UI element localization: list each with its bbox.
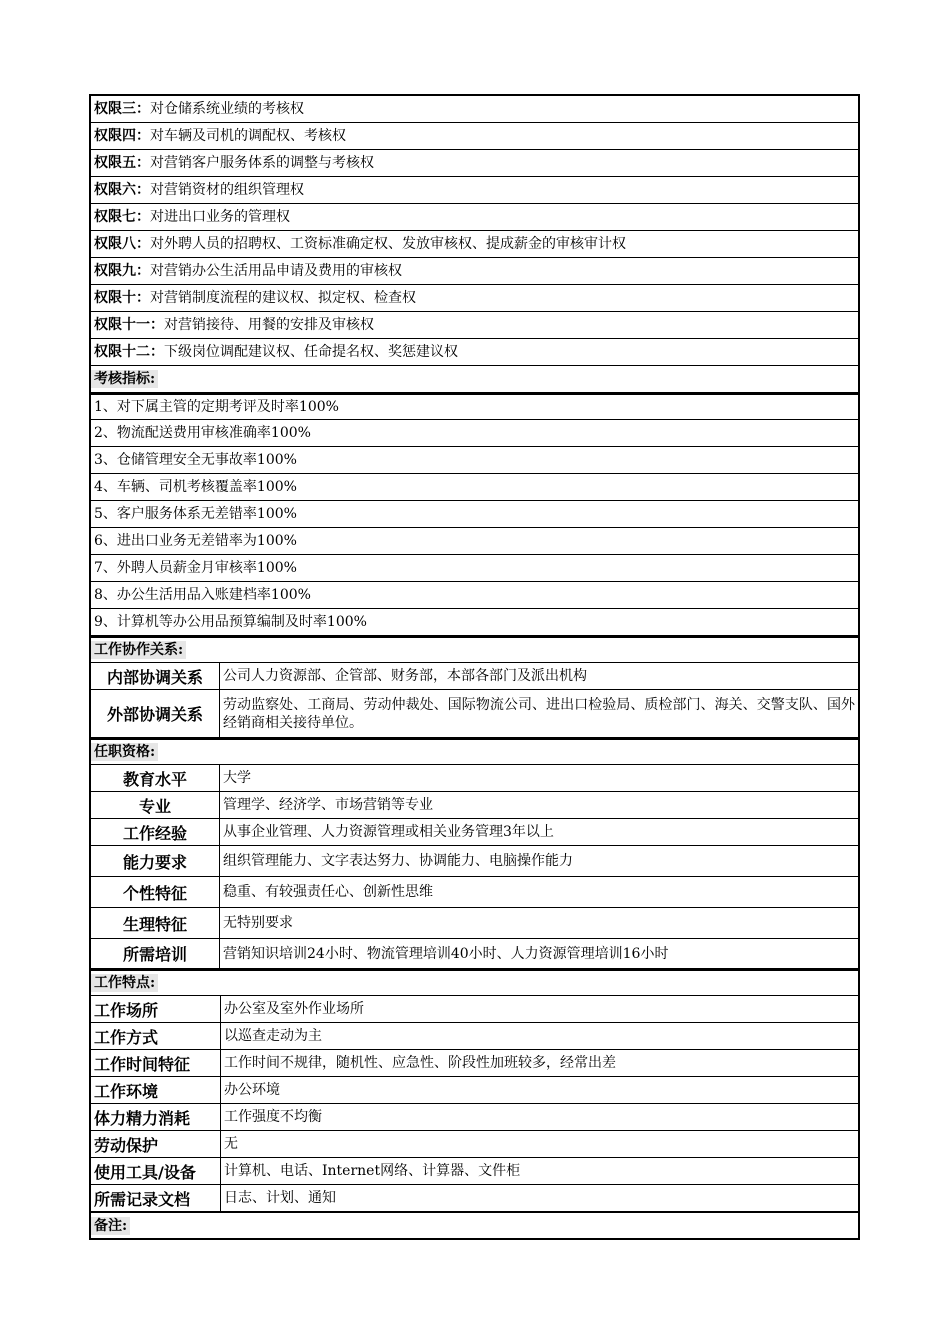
authority-text: 对外聘人员的招聘权、工资标准确定权、发放审核权、提成薪金的审核审计权: [150, 236, 626, 252]
remarks-row: [91, 1212, 858, 1238]
work-row: [91, 996, 858, 1023]
work-label: 工作场所: [91, 996, 221, 1022]
qualification-row: [91, 846, 858, 877]
relations-header: 工作协作关系:: [91, 641, 186, 659]
kpi-item: 4、车辆、司机考核覆盖率100%: [94, 479, 297, 495]
authority-row: [91, 285, 858, 312]
work-header-row: [91, 969, 858, 996]
work-label: 劳动保护: [91, 1131, 221, 1157]
authority-row: [91, 258, 858, 285]
work-label: 体力精力消耗: [91, 1104, 221, 1130]
work-row: [91, 1050, 858, 1077]
relation-label: 内部协调关系: [91, 663, 220, 689]
kpi-row: [91, 555, 858, 582]
kpi-row: [91, 582, 858, 609]
kpi-row: [91, 528, 858, 555]
work-label: 所需记录文档: [91, 1185, 221, 1211]
authority-text: 对车辆及司机的调配权、考核权: [150, 128, 346, 144]
qualification-row: [91, 939, 858, 969]
relation-text: 劳动监察处、工商局、劳动仲裁处、国际物流公司、进出口检验局、质检部门、海关、交警支队、国外经销商相关接待单位。: [223, 696, 855, 731]
work-text: 无: [224, 1136, 238, 1152]
kpi-row: [91, 474, 858, 501]
qualification-text: 组织管理能力、文字表达努力、协调能力、电脑操作能力: [223, 853, 573, 869]
kpi-item: 1、对下属主管的定期考评及时率100%: [94, 399, 339, 415]
qualification-row: [91, 765, 858, 792]
authority-label: 权限五：: [94, 155, 150, 171]
authority-row: [91, 177, 858, 204]
work-label: 工作环境: [91, 1077, 221, 1103]
authority-text: 对营销制度流程的建议权、拟定权、检查权: [150, 290, 416, 306]
qualification-row: [91, 877, 858, 908]
qualification-label: 个性特征: [91, 877, 220, 907]
work-text: 工作强度不均衡: [224, 1109, 322, 1125]
work-label: 工作方式: [91, 1023, 221, 1049]
work-row: [91, 1185, 858, 1212]
work-row: [91, 1104, 858, 1131]
kpi-item: 8、办公生活用品入账建档率100%: [94, 587, 311, 603]
job-description-table: [89, 94, 860, 1240]
authority-text: 对营销资材的组织管理权: [150, 182, 304, 198]
authority-text: 对进出口业务的管理权: [150, 209, 290, 225]
kpi-item: 3、仓储管理安全无事故率100%: [94, 452, 297, 468]
work-header: 工作特点:: [91, 974, 158, 992]
authority-text: 对营销接待、用餐的安排及审核权: [164, 317, 374, 333]
qualification-label: 工作经验: [91, 819, 220, 845]
qualifications-header: 任职资格:: [91, 743, 158, 761]
qualification-text: 从事企业管理、人力资源管理或相关业务管理3年以上: [223, 824, 554, 840]
authority-text: 对仓储系统业绩的考核权: [150, 101, 304, 117]
kpi-item: 2、物流配送费用审核准确率100%: [94, 425, 311, 441]
relation-row: [91, 663, 858, 690]
authority-row: [91, 96, 858, 123]
authority-row: [91, 150, 858, 177]
qualification-label: 生理特征: [91, 908, 220, 938]
authority-row: [91, 312, 858, 339]
qualifications-header-row: [91, 738, 858, 765]
work-label: 工作时间特征: [91, 1050, 221, 1076]
qualification-row: [91, 819, 858, 846]
relation-row: [91, 690, 858, 738]
qualification-text: 管理学、经济学、市场营销等专业: [223, 797, 433, 813]
authority-label: 权限七：: [94, 209, 150, 225]
kpi-row: [91, 501, 858, 528]
authority-label: 权限四：: [94, 128, 150, 144]
qualification-row: [91, 792, 858, 819]
work-text: 计算机、电话、Internet网络、计算器、文件柜: [224, 1163, 521, 1179]
kpi-row: [91, 609, 858, 636]
qualification-label: 专业: [91, 792, 220, 818]
qualification-text: 无特别要求: [223, 915, 293, 931]
qualification-text: 稳重、有较强责任心、创新性思维: [223, 884, 433, 900]
work-row: [91, 1158, 858, 1185]
authority-label: 权限十二：: [94, 344, 164, 360]
authority-row: [91, 204, 858, 231]
relation-label: 外部协调关系: [91, 690, 220, 737]
work-row: [91, 1077, 858, 1104]
kpi-row: [91, 447, 858, 474]
work-row: [91, 1023, 858, 1050]
authority-row: [91, 339, 858, 366]
qualification-label: 能力要求: [91, 846, 220, 876]
authority-text: 下级岗位调配建议权、任命提名权、奖惩建议权: [164, 344, 458, 360]
work-label: 使用工具/设备: [91, 1158, 221, 1184]
relations-header-row: [91, 636, 858, 663]
qualification-label: 所需培训: [91, 939, 220, 968]
authority-label: 权限六：: [94, 182, 150, 198]
work-text: 办公室及室外作业场所: [224, 1001, 364, 1017]
qualification-text: 营销知识培训24小时、物流管理培训40小时、人力资源管理培训16小时: [223, 945, 669, 962]
authority-text: 对营销办公生活用品申请及费用的审核权: [150, 263, 402, 279]
kpi-item: 7、外聘人员薪金月审核率100%: [94, 560, 297, 576]
work-text: 以巡查走动为主: [224, 1028, 322, 1044]
work-text: 办公环境: [224, 1082, 280, 1098]
work-text: 日志、计划、通知: [224, 1190, 336, 1206]
authority-row: [91, 231, 858, 258]
kpi-item: 5、客户服务体系无差错率100%: [94, 506, 297, 522]
kpi-item: 6、进出口业务无差错率为100%: [94, 533, 297, 549]
qualification-text: 大学: [223, 770, 251, 786]
qualification-label: 教育水平: [91, 765, 220, 791]
qualification-row: [91, 908, 858, 939]
authority-label: 权限十：: [94, 290, 150, 306]
authority-label: 权限十一：: [94, 317, 164, 333]
authority-text: 对营销客户服务体系的调整与考核权: [150, 155, 374, 171]
kpi-row: [91, 420, 858, 447]
work-text: 工作时间不规律，随机性、应急性、阶段性加班较多，经常出差: [224, 1055, 616, 1071]
kpi-row: [91, 393, 858, 420]
kpi-item: 9、计算机等办公用品预算编制及时率100%: [94, 614, 367, 630]
authority-label: 权限九：: [94, 263, 150, 279]
kpi-header-row: [91, 366, 858, 393]
remarks-header: 备注:: [91, 1217, 130, 1235]
authority-row: [91, 123, 858, 150]
authority-label: 权限八：: [94, 236, 150, 252]
kpi-header: 考核指标:: [91, 370, 158, 388]
work-row: [91, 1131, 858, 1158]
relation-text: 公司人力资源部、企管部、财务部，本部各部门及派出机构: [223, 668, 587, 684]
authority-label: 权限三：: [94, 101, 150, 117]
